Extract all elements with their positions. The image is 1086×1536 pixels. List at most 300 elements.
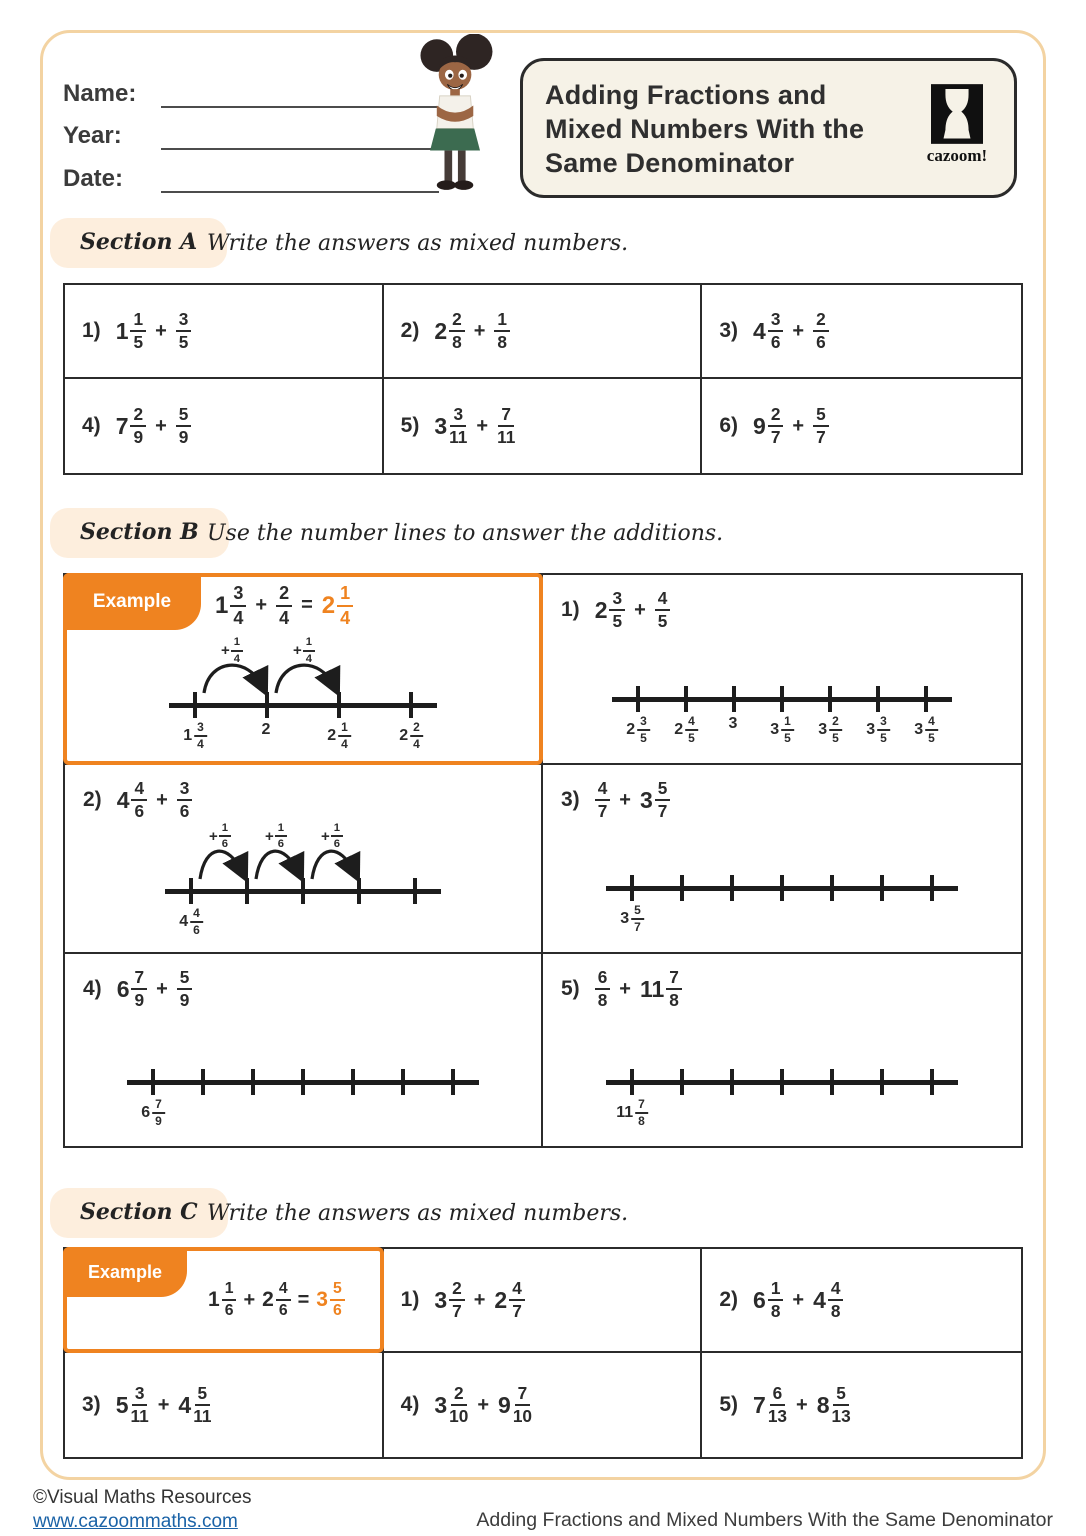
mixed-number (753, 310, 783, 353)
tick-mark (730, 875, 734, 901)
problem-number: 2) (400, 319, 420, 342)
problem-number: 1) (561, 598, 580, 622)
mixed-number (640, 968, 682, 1011)
tick-mark (830, 1069, 834, 1095)
fraction (509, 1279, 525, 1322)
denominator: 6 (221, 838, 229, 851)
cazoom-logo-icon (931, 83, 983, 145)
problem-expression (116, 405, 192, 448)
numerator: 5 (195, 1384, 211, 1406)
section-c-label: Section C (80, 1199, 198, 1225)
tick-mark (780, 875, 784, 901)
tick-mark (413, 878, 417, 904)
denominator: 10 (449, 1406, 469, 1426)
section-b-problem-table (63, 573, 1023, 1148)
problem-cell (384, 285, 703, 379)
whole-number: 2 (399, 727, 409, 745)
whole-number: 2 (327, 727, 337, 745)
fraction (768, 310, 784, 353)
example-tab-label: Example (87, 1261, 163, 1282)
denominator: 6 (179, 801, 190, 822)
fraction (193, 1384, 211, 1427)
tick-mark (245, 878, 249, 904)
mixed-number (183, 721, 207, 752)
tick-label (620, 904, 644, 935)
fraction (497, 405, 515, 448)
example-tab-label: Example (92, 590, 172, 612)
problem-cell (543, 954, 1021, 1146)
fraction (813, 405, 829, 448)
fraction (595, 968, 611, 1011)
operator: = (297, 1288, 310, 1311)
denominator: 13 (831, 1406, 851, 1426)
numerator: 1 (303, 636, 315, 652)
fraction (176, 405, 192, 448)
number-line-slot (65, 822, 541, 955)
whole-number: 1 (208, 1288, 220, 1311)
operator: + (155, 414, 167, 437)
fraction (635, 1098, 648, 1129)
fraction (231, 636, 243, 665)
fraction (190, 907, 203, 938)
operator: + (157, 1393, 170, 1416)
denominator: 4 (279, 607, 290, 628)
problem-cell (384, 379, 703, 473)
mixed-number (276, 583, 292, 627)
denominator: 7 (657, 801, 668, 822)
numerator: 2 (276, 583, 292, 606)
whole-number: 2 (434, 317, 448, 344)
section-a-instruction: Write the answers as mixed numbers. (207, 231, 629, 256)
fraction (131, 968, 147, 1011)
problem-cell (702, 285, 1021, 379)
tick-label (183, 721, 207, 752)
numerator: 2 (449, 1279, 465, 1301)
fraction (449, 1279, 465, 1322)
fraction (829, 715, 842, 746)
denominator: 5 (178, 332, 189, 352)
fraction (276, 583, 292, 627)
fraction (609, 589, 625, 632)
fraction (449, 405, 467, 448)
year-field-row (63, 120, 439, 150)
number-line-bar (169, 703, 437, 708)
fraction (222, 1280, 237, 1319)
denominator: 11 (449, 427, 468, 447)
fraction (831, 1384, 850, 1427)
tick-label (616, 1098, 648, 1129)
problem-number: 3) (561, 788, 580, 812)
tick-mark (680, 1069, 684, 1095)
whole-number: 2 (674, 721, 684, 739)
fraction (330, 1280, 345, 1319)
numerator: 1 (275, 822, 287, 838)
mixed-number (178, 1384, 211, 1427)
mixed-number (818, 715, 842, 746)
problem-header-row (543, 575, 1021, 632)
fraction (637, 715, 650, 746)
numerator: 4 (925, 715, 938, 731)
fraction (338, 721, 351, 752)
mixed-number (434, 1384, 468, 1427)
denominator: 11 (130, 1406, 149, 1426)
plus-sign: + (292, 642, 302, 660)
mixed-number (177, 779, 193, 822)
denominator: 6 (224, 1302, 234, 1319)
fraction (331, 822, 343, 851)
problem-expression (117, 779, 193, 822)
jump-label (221, 636, 243, 665)
fraction (655, 779, 671, 822)
numerator: 1 (222, 1280, 237, 1301)
fraction (303, 636, 315, 665)
jump-label (293, 636, 315, 665)
numerator: 5 (177, 968, 193, 990)
example-cell (65, 575, 543, 765)
tick-mark (636, 686, 640, 712)
denominator: 6 (278, 1302, 288, 1319)
fraction (813, 310, 829, 353)
operator: = (301, 594, 313, 616)
whole-number: 4 (179, 913, 189, 931)
fraction (513, 1384, 532, 1427)
denominator: 13 (767, 1406, 787, 1426)
problem-expression (753, 1384, 851, 1427)
whole-number: 3 (434, 1391, 448, 1418)
tick-label (399, 721, 423, 752)
numerator: 3 (609, 589, 625, 611)
problem-number: 2) (719, 1288, 739, 1311)
denominator: 4 (413, 737, 420, 752)
whole-number: 5 (115, 1391, 129, 1418)
problem-number: 4) (400, 1393, 420, 1416)
whole-number: 3 (434, 1286, 448, 1313)
mixed-number (640, 779, 670, 822)
tick-mark (684, 686, 688, 712)
operator: + (155, 319, 167, 342)
whole-number: 1 (215, 591, 229, 619)
denominator: 4 (305, 652, 313, 665)
name-label: Name: (63, 80, 137, 107)
problem-cell (384, 1249, 703, 1353)
numerator: 5 (655, 779, 671, 801)
numerator: 5 (833, 1384, 849, 1406)
numerator: 5 (176, 405, 192, 427)
denominator: 4 (233, 652, 241, 665)
mixed-number (117, 968, 147, 1011)
fraction (768, 1279, 784, 1322)
operator: + (792, 319, 805, 342)
mixed-number (434, 310, 464, 353)
tick-mark (189, 878, 193, 904)
number-line (169, 636, 437, 759)
operator: + (156, 788, 168, 811)
denominator: 6 (193, 923, 200, 938)
operator: + (796, 1393, 808, 1416)
jump-arc (276, 665, 335, 693)
mixed-number (331, 822, 343, 851)
fraction (177, 779, 193, 822)
tick-mark (730, 1069, 734, 1095)
numerator: 4 (655, 589, 671, 611)
numerator: 4 (509, 1279, 525, 1301)
numerator: 3 (877, 715, 890, 731)
denominator: 7 (512, 1301, 522, 1321)
problem-number: 5) (719, 1393, 739, 1416)
mixed-number (176, 405, 192, 448)
numerator: 6 (770, 1384, 786, 1406)
tick-label (626, 715, 650, 746)
whole-number: 1 (183, 727, 193, 745)
problem-expression (595, 968, 682, 1011)
denominator: 8 (638, 1114, 645, 1129)
denominator: 9 (155, 1114, 162, 1129)
numerator: 7 (131, 968, 147, 990)
whole-number: 3 (639, 786, 653, 813)
worksheet-title-box (520, 58, 1017, 198)
whole-number: 3 (914, 721, 924, 739)
tick-mark (828, 686, 832, 712)
problem-number: 1) (400, 1288, 420, 1311)
operator: + (476, 414, 489, 437)
tick-mark (930, 1069, 934, 1095)
numerator: 4 (828, 1279, 844, 1301)
denominator: 8 (830, 1301, 841, 1321)
denominator: 8 (669, 990, 679, 1011)
year-input-line[interactable] (161, 120, 439, 150)
tick-label (141, 1098, 165, 1129)
tick-label (674, 715, 698, 746)
section-a-label: Section A (80, 229, 198, 255)
mixed-number (626, 715, 650, 746)
tick-mark (301, 878, 305, 904)
denominator: 5 (784, 731, 791, 746)
section-c-header (50, 1188, 228, 1238)
problem-number: 4) (82, 414, 101, 437)
footer-title: Adding Fractions and Mixed Numbers With the Same Denominator (476, 1509, 1053, 1531)
mixed-number (176, 310, 192, 353)
denominator: 5 (640, 731, 647, 746)
whole-number: 3 (434, 412, 448, 439)
numerator: 1 (331, 822, 343, 838)
numerator: 5 (813, 405, 829, 427)
fraction (177, 968, 193, 1011)
whole-number: 2 (321, 591, 336, 619)
fraction (877, 715, 890, 746)
fraction (276, 1280, 291, 1319)
mixed-number (498, 1384, 532, 1427)
problem-expression (753, 405, 829, 448)
student-illustration (408, 34, 504, 198)
number-line-slot (543, 1011, 1021, 1146)
number-line (612, 686, 952, 753)
numerator: 4 (685, 715, 698, 731)
operator: + (473, 1288, 486, 1311)
denominator: 9 (133, 427, 144, 447)
mixed-number (674, 715, 698, 746)
whole-number: 7 (753, 1391, 766, 1418)
numerator: 2 (130, 405, 146, 427)
fraction (768, 1384, 787, 1427)
problem-cell (543, 765, 1021, 954)
problem-number: 5) (561, 977, 580, 1001)
whole-number: 9 (498, 1391, 511, 1418)
mixed-number (116, 310, 146, 353)
numerator: 3 (194, 721, 207, 737)
whole-number: 3 (770, 721, 780, 739)
fraction (595, 779, 611, 822)
tick-mark (451, 1069, 455, 1095)
tick-label (866, 715, 890, 746)
mixed-number (753, 1279, 783, 1322)
cazoommaths-link[interactable]: www.cazoommaths.com (33, 1510, 238, 1532)
jump-arrows (165, 822, 441, 886)
mixed-number (866, 715, 890, 746)
fraction (685, 715, 698, 746)
denominator: 4 (197, 737, 204, 752)
mixed-number (179, 907, 203, 938)
denominator: 4 (341, 737, 348, 752)
denominator: 8 (770, 1301, 781, 1321)
section-b-label: Section B (80, 519, 199, 545)
numerator: 5 (330, 1280, 345, 1301)
mixed-number (327, 721, 351, 752)
fraction (337, 583, 353, 627)
mixed-number (595, 968, 611, 1011)
numerator: 7 (666, 968, 682, 990)
denominator: 8 (597, 990, 608, 1011)
denominator: 9 (179, 990, 190, 1011)
fraction (130, 1384, 148, 1427)
tick-mark (193, 692, 197, 718)
example-expression (215, 583, 353, 627)
denominator: 4 (233, 607, 244, 628)
tick-mark (265, 692, 269, 718)
mixed-number (729, 715, 740, 733)
mixed-number (116, 1384, 149, 1427)
whole-number: 3 (818, 721, 828, 739)
mixed-number (616, 1098, 648, 1129)
mixed-number (813, 1279, 843, 1322)
problem-cell (65, 765, 543, 954)
problem-number: 3) (719, 319, 739, 342)
numerator: 6 (595, 968, 611, 990)
problem-expression (753, 310, 829, 353)
mixed-number (399, 721, 423, 752)
numerator: 1 (338, 721, 351, 737)
tick-mark (732, 686, 736, 712)
numerator: 1 (494, 310, 510, 332)
tick-mark (830, 875, 834, 901)
fraction (219, 822, 231, 851)
tick-mark (880, 875, 884, 901)
number-line-slot (543, 632, 1021, 763)
whole-number: 1 (115, 317, 129, 344)
problem-expression (434, 1384, 532, 1427)
problem-number: 1) (82, 319, 101, 342)
operator: + (243, 1288, 256, 1311)
denominator: 5 (688, 731, 695, 746)
mixed-number (275, 822, 287, 851)
denominator: 7 (452, 1301, 462, 1321)
tick-mark (630, 875, 634, 901)
denominator: 4 (340, 607, 351, 628)
fraction (130, 405, 146, 448)
whole-number: 2 (626, 721, 636, 739)
answer-value (322, 583, 353, 627)
number-line (127, 1069, 479, 1136)
denominator: 5 (133, 332, 144, 352)
denominator: 7 (816, 427, 826, 447)
whole-number: 2 (494, 1286, 508, 1313)
denominator: 7 (634, 920, 641, 935)
denominator: 5 (832, 731, 839, 746)
mixed-number (231, 636, 243, 665)
example-cell (65, 1249, 384, 1353)
problem-cell (384, 1353, 703, 1457)
operator: + (619, 977, 631, 1000)
tick-mark (351, 1069, 355, 1095)
tick-label (770, 715, 794, 746)
problem-cell (65, 1353, 384, 1457)
numerator: 4 (190, 907, 203, 923)
operator: + (473, 319, 486, 342)
jump-arc (256, 851, 299, 879)
mixed-number (595, 589, 625, 632)
denominator: 11 (193, 1406, 212, 1426)
numerator: 7 (152, 1098, 165, 1114)
numerator: 1 (219, 822, 231, 838)
fraction (631, 904, 644, 935)
whole-number: 8 (816, 1391, 830, 1418)
name-input-line[interactable] (161, 78, 439, 108)
date-input-line[interactable] (161, 163, 439, 193)
mixed-number (434, 1279, 464, 1322)
problem-expression (117, 968, 193, 1011)
section-b-instruction: Use the number lines to answer the additions. (207, 521, 724, 546)
mixed-number (116, 405, 146, 448)
jump-label (265, 822, 287, 851)
fraction (130, 310, 146, 353)
numerator: 3 (230, 583, 246, 606)
tick-mark (780, 686, 784, 712)
mixed-number (141, 1098, 165, 1129)
whole-number: 2 (594, 596, 608, 623)
mixed-number (117, 779, 147, 822)
fraction (494, 310, 510, 353)
number-line-slot (65, 636, 541, 763)
problem-expression (595, 779, 671, 822)
copyright-text: ©Visual Maths Resources (33, 1487, 252, 1508)
problem-header-row (65, 954, 541, 1011)
tick-label (262, 721, 273, 739)
numerator: 7 (515, 1384, 531, 1406)
number-line (606, 1069, 958, 1136)
fraction (230, 583, 246, 627)
tick-mark (630, 1069, 634, 1095)
numerator: 1 (130, 310, 146, 332)
operator: + (255, 594, 268, 616)
denominator: 6 (277, 838, 285, 851)
numerator: 5 (631, 904, 644, 920)
tick-mark (876, 686, 880, 712)
fraction (449, 310, 465, 353)
denominator: 7 (770, 427, 781, 447)
denominator: 9 (178, 427, 189, 447)
denominator: 11 (497, 427, 516, 447)
fraction (768, 405, 784, 448)
numerator: 3 (450, 405, 466, 427)
